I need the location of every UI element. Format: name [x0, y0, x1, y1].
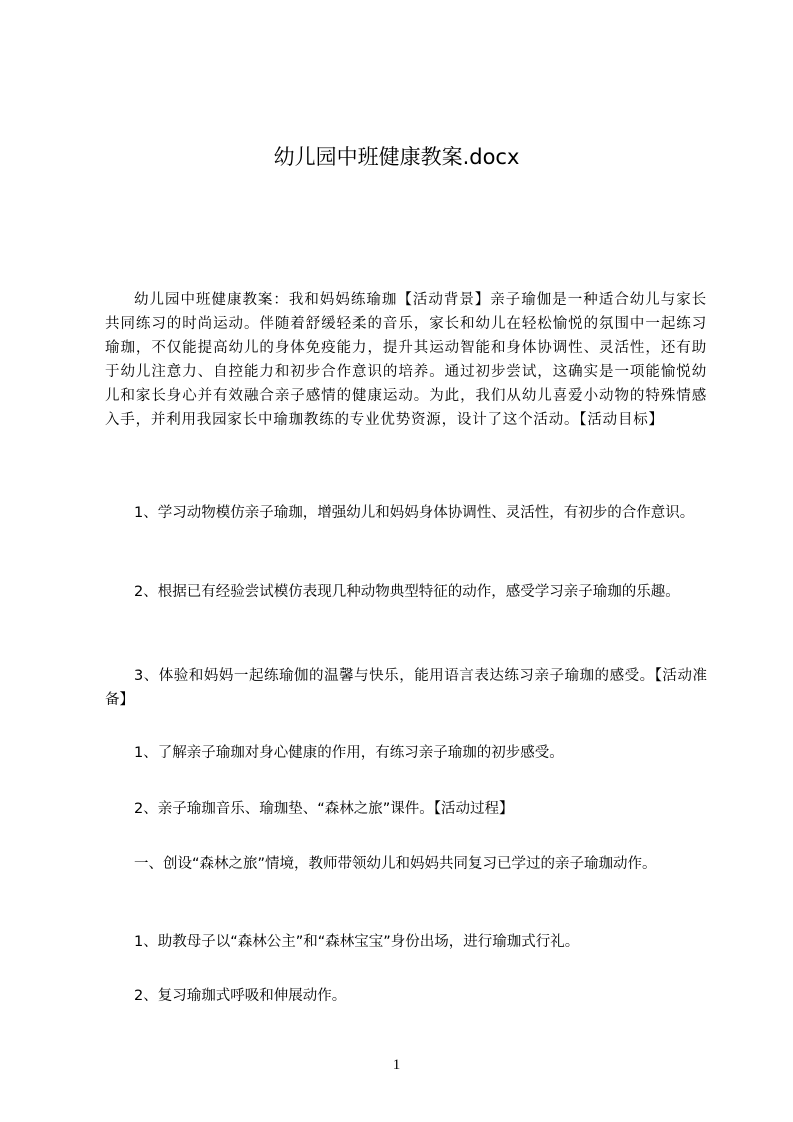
- page-number: 1: [392, 1057, 401, 1073]
- paragraph-process-1-1: 1、助教母子以“森林公主”和“森林宝宝”身份出场，进行瑜珈式行礼。: [134, 934, 580, 950]
- paragraph-preparation-2: 2、亲子瑜珈音乐、瑜珈垫、“森林之旅”课件。【活动过程】: [134, 801, 514, 817]
- paragraph-objective-3: 3、体验和妈妈一起练瑜伽的温馨与快乐，能用语言表达练习亲子瑜珈的感受。【活动准备】: [105, 668, 707, 708]
- paragraph-process-1: 一、创设“森林之旅”情境，教师带领幼儿和妈妈共同复习已学过的亲子瑜珈动作。: [134, 856, 657, 872]
- paragraph-objective-1: 1、学习动物模仿亲子瑜珈，增强幼儿和妈妈身体协调性、灵活性，有初步的合作意识。: [134, 505, 695, 521]
- paragraph-process-1-2: 2、复习瑜珈式呼吸和伸展动作。: [134, 988, 347, 1004]
- paragraph-intro: 幼儿园中班健康教案：我和妈妈练瑜珈【活动背景】亲子瑜伽是一种适合幼儿与家长共同练习的时尚运动。伴随着舒缓轻柔的音乐，家长和幼儿在轻松愉悦的氛围中一起练习瑜珈，不仅能提高幼儿的身体免疫能力，提升其运动智能和身体协调性、灵活性，还有助于幼儿注意力、自控能力和初步合作意识的培养。通过初步尝试，这确实是一项能愉悦幼儿和家长身心并有效融合亲子感情的健康运动。为此，我们从幼儿喜爱小动物的特殊情感入手，并利用我园家长中瑜珈教练的专业优势资源，设计了这个活动。【活动目标】: [105, 292, 707, 428]
- paragraph-preparation-1: 1、了解亲子瑜珈对身心健康的作用，有练习亲子瑜珈的初步感受。: [134, 745, 564, 761]
- document-title: 幼儿园中班健康教案.docx: [273, 145, 520, 169]
- paragraph-objective-2: 2、根据已有经验尝试模仿表现几种动物典型特征的动作，感受学习亲子瑜珈的乐趣。: [134, 584, 680, 600]
